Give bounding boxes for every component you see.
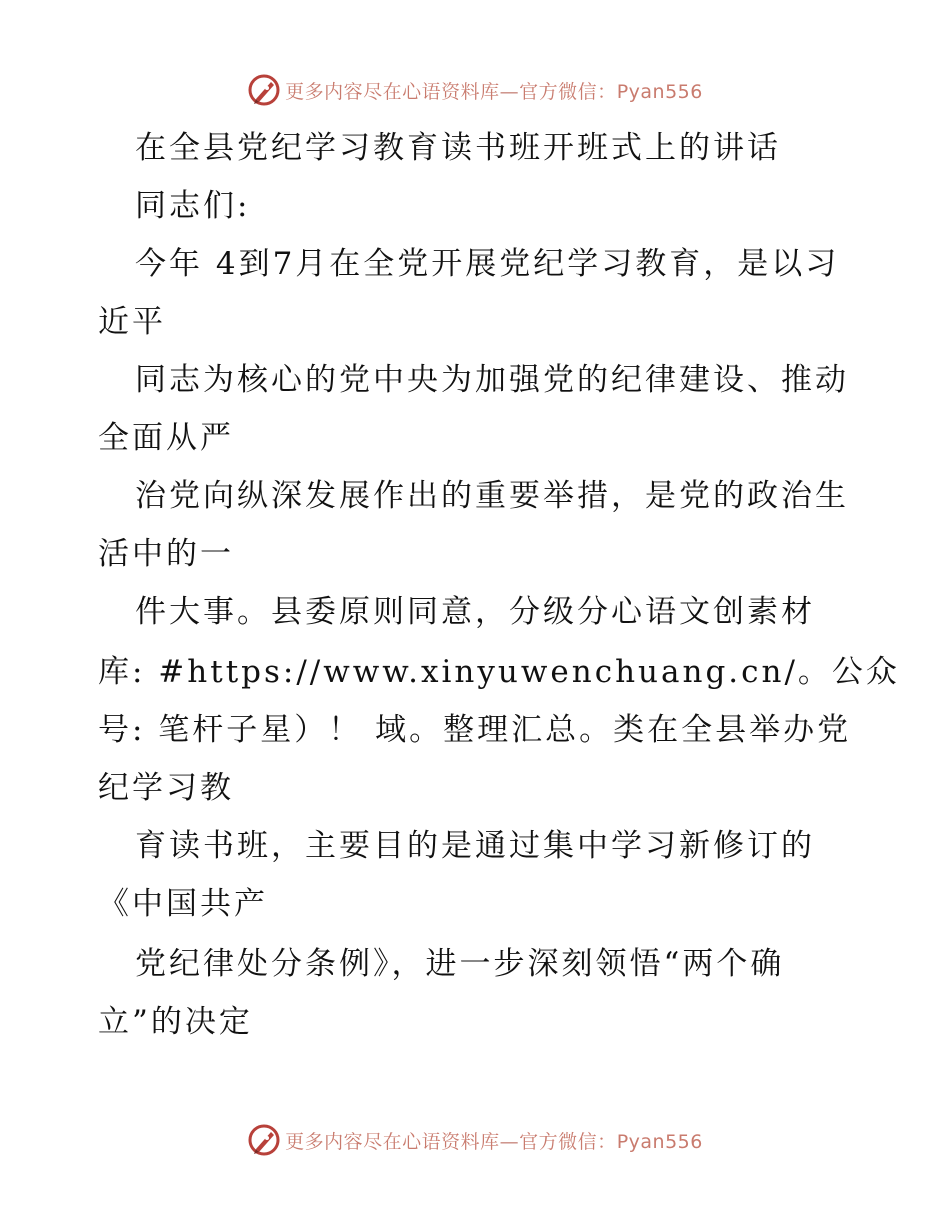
pen-logo-icon [247,1123,281,1157]
salutation: 同志们: [135,188,251,224]
body-line: 活中的一 [98,536,234,572]
footer-watermark-banner [0,1120,950,1160]
footer-banner-text [285,1127,703,1154]
document-title: 在全县党纪学习教育读书班开班式上的讲话 [135,130,781,166]
banner-official-label: 官方微信： [519,80,617,103]
body-line: 件大事。县委原则同意，分级分心语文创素材 [135,594,815,630]
footer-banner-inner [247,1123,703,1157]
body-line: 育读书班，主要目的是通过集中学习新修订的 [135,828,815,864]
banner-separator: — [499,80,520,103]
body-line: 纪学习教 [98,770,234,806]
body-line: 近平 [98,304,166,340]
banner-library-text: 更多内容尽在心语资料库 [285,1130,500,1153]
body-line: 同志为核心的党中央为加强党的纪律建设、推动 [135,362,849,398]
banner-official-label: 官方微信： [519,1130,617,1153]
body-line: 党纪律处分条例》，进一步深刻领悟“两个确 [135,946,785,982]
body-line: 全面从严 [98,420,234,456]
body-line: 治党向纵深发展作出的重要举措，是党的政治生 [135,478,849,514]
banner-account: Pyan556 [616,1130,703,1153]
body-line: 库: #https://www.xinyuwenchuang.cn/。公众 [98,654,900,690]
banner-library-text: 更多内容尽在心语资料库 [285,80,500,103]
body-line: 《中国共产 [98,886,268,922]
banner-separator: — [499,1130,520,1153]
body-line: 今年 4到7月在全党开展党纪学习教育，是以习 [135,246,840,282]
body-line: 立”的决定 [98,1004,253,1040]
banner-account: Pyan556 [616,80,703,103]
body-line: 号: 笔杆子星）！ 域。整理汇总。类在全县举办党 [98,712,852,748]
